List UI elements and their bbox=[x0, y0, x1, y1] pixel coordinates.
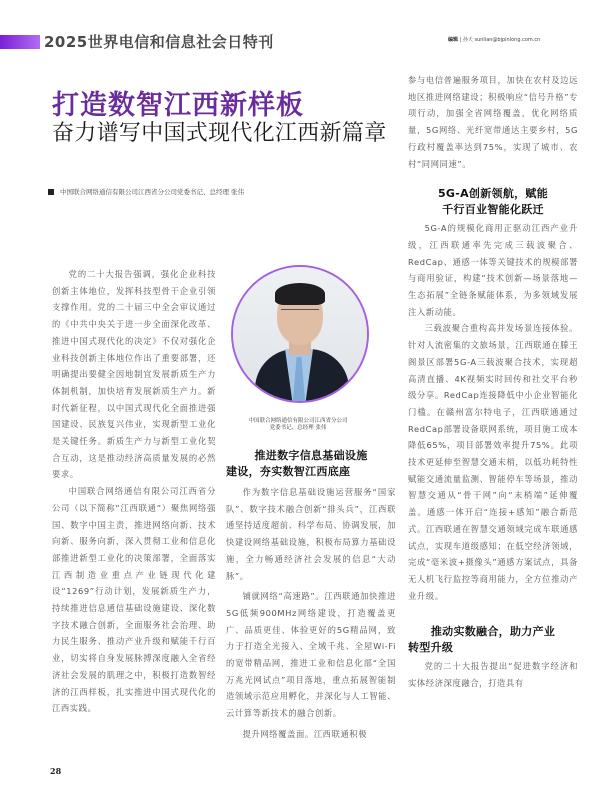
issue-title: 2025世界电信和信息社会日特刊 bbox=[44, 33, 274, 51]
editor-label: 编辑 bbox=[448, 37, 459, 43]
paragraph: 铺就网络“高速路”。江西联通加快推进5G低频900MHz网络建设，打造覆盖更广、品质更佳、体验更好的5G精品网，致力于打造全光接入、全域千兆、全屋Wi-Fi的宽带精品网，推进工业和信息化部“全国万兆光网试点”项目落地，重点拓展智能制造领域示范应用孵化，并深化与人工智能、云计算等新技术的融合创新。 bbox=[226, 591, 396, 719]
heading-line: 5G-A创新领航，赋能 bbox=[437, 187, 549, 201]
page-number: 28 bbox=[50, 766, 62, 776]
editor-credit bbox=[448, 36, 540, 43]
author-byline bbox=[48, 187, 244, 196]
paragraph: 作为数字信息基础设施运营服务“国家队”、数字技术融合创新“排头兵”，江西联通坚持适度超前、科学布局、协调发展，加快建设网络基础设施，积极布局算力基础设施，全力畅通经济社会发展的信息“大动脉”。 bbox=[226, 487, 396, 581]
heading-line: 建设，夯实数智江西底座 bbox=[226, 465, 351, 478]
article-column-2 bbox=[226, 449, 396, 743]
section-heading-5g-a bbox=[408, 186, 578, 218]
heading-line: 千行百业智能化跃迁 bbox=[442, 203, 544, 217]
article-column-1 bbox=[52, 266, 216, 717]
photo-caption-line1: 中国联合网络通信有限公司江西省分公司 bbox=[248, 418, 348, 424]
heading-line: 推进数字信息基础设施 bbox=[254, 449, 368, 462]
bullet-square-icon bbox=[48, 189, 54, 195]
article-subtitle: 奋力谱写中国式现代化江西新篇章 bbox=[52, 121, 387, 146]
heading-line: 转型升级 bbox=[408, 641, 454, 655]
author-portrait-photo bbox=[231, 265, 369, 403]
paragraph: 三载波聚合重构高并发场景连接体验。针对人流密集的文旅场景，江西联通在滕王阁景区部署5G-A三载波聚合技术，实现超高清直播、4K视频实时回传和社交平台秒级分享。RedCap连接降低中小企业智能化门槛。在赣州富尔特电子，江西联通通过RedCap部署设备联网系统，项目施工成本降低65%，项目部署效率提升75%。此项技术更延伸至智慧交通末梢，以低功耗特性赋能交通流量监测、智能停车等场景，推动智慧交通从“骨干网”向“末梢端”延伸覆盖。通感一体开启“连接+感知”融合新范式。江西联通在智慧交通领域完成车联通感试点，实现车道级感知；在低空经济领域，完成“毫米波+摄像头”通感方案试点，具备无人机飞行监控等商用能力，全方位推动产业升级。 bbox=[408, 323, 578, 601]
photo-caption bbox=[236, 418, 360, 432]
header-accent-bar bbox=[0, 35, 40, 49]
paragraph: 党的二十大报告强调，强化企业科技创新主体地位，发挥科技型骨干企业引领支撑作用。党的二十届三中全会审议通过的《中共中央关于进一步全面深化改革、推进中国式现代化的决定》不仅对强化企业科技创新主体地位作出了重要部署，还明确提出要健全因地制宜发展新质生产力体制机制，加快培育发展新质生产力。新时代新征程，以中国式现代化全面推进强国建设、民族复兴伟业，实现新型工业化是关键任务。新质生产力与新型工业化契合互动，这是推动经济高质量发展的必然要求。 bbox=[52, 269, 216, 480]
paragraph: 中国联合网络通信有限公司江西省分公司（以下简称“江西联通”）聚焦网络强国、数字中国主责，推进网络向新、技术向新、服务向新，深入贯彻工业和信息化部推进新型工业化的决策部署，全面落实江西制造业重点产业链现代化建设“1269”行动计划，发展新质生产力，持续推进信息通信基础设施建设、深化数字技术融合创新，全面服务社会治理、助力民生服务、推动产业升级和赋能千行百业，切实将自身发展脉搏深度融入全省经济社会发展的肌理之中，积极打造数智经济的江西样板，扎实推进中国式现代化的江西实践。 bbox=[52, 486, 216, 714]
photo-caption-line2: 党委书记、总经理 张伟 bbox=[269, 425, 327, 431]
paragraph: 参与电信普遍服务项目，加快在农村及边远地区推进网络建设；积极响应“信号升格”专项行动，加强全省网络覆盖，优化网络质量，5G网络、光纤宽带通达主要乡村，5G行政村覆盖率达到75%，实现了城市、农村“同网同速”。 bbox=[408, 75, 578, 169]
paragraph: 5G-A的规模化商用正驱动江西产业升级，江西联通率先完成三载波聚合、RedCap、通感一体等关键技术的规模部署与商用验证，构建“技术创新—场景落地—生态拓展”全链条赋能体系，为多领域发展注入新动能。 bbox=[408, 223, 578, 317]
article-title: 打造数智江西新样板 bbox=[52, 90, 304, 121]
paragraph: 党的二十大报告提出“促进数字经济和实体经济深度融合，打造具有 bbox=[408, 661, 578, 689]
paragraph: 提升网络覆盖面。江西联通积极 bbox=[242, 728, 368, 739]
editor-separator: | bbox=[459, 37, 463, 43]
article-column-3 bbox=[408, 72, 578, 692]
section-heading-infrastructure bbox=[226, 448, 396, 480]
editor-info: 孙天 sunlian@bjpinlong.com.cn bbox=[462, 37, 541, 43]
section-heading-integration bbox=[408, 624, 578, 656]
byline-text: 中国联合网络通信有限公司江西省分公司党委书记、总经理 张伟 bbox=[60, 188, 245, 196]
heading-line: 推动实数融合，助力产业 bbox=[430, 625, 556, 639]
